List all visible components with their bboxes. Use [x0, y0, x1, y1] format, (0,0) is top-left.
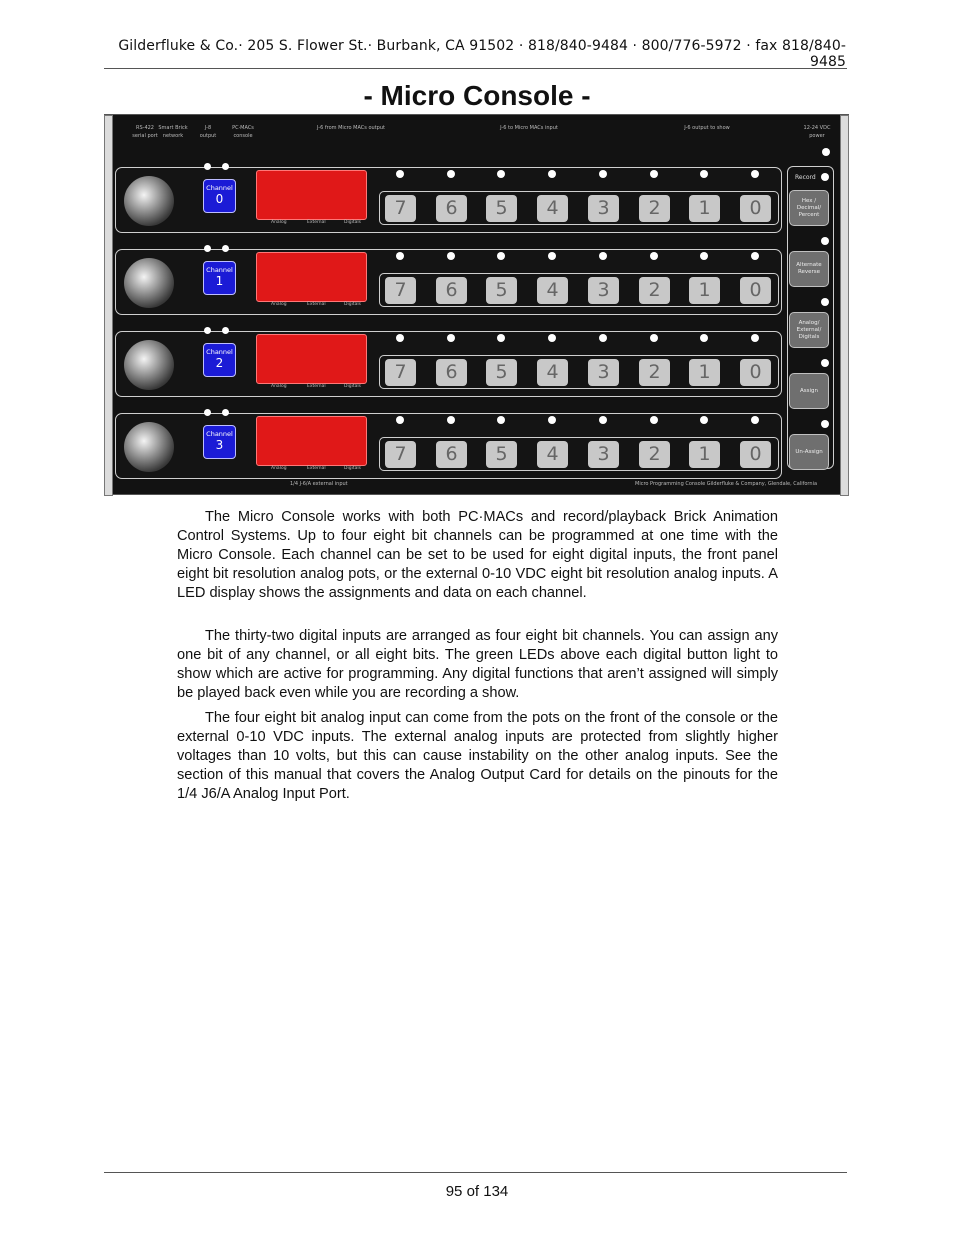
analog-pot-knob[interactable]: [124, 422, 174, 472]
digital-bit-group: [379, 437, 779, 471]
bit-button[interactable]: 5: [486, 441, 517, 468]
digital-bit-group: [379, 191, 779, 225]
bit-led: [497, 170, 505, 178]
display-mode-label: External: [307, 384, 326, 389]
bit-button[interactable]: 7: [385, 441, 416, 468]
console-maker-label: Micro Programming Console Gilderfluke & Company, Glendale, California: [635, 481, 818, 487]
record-label: Record: [795, 174, 816, 181]
bit-led: [497, 252, 505, 260]
channel-button[interactable]: [203, 261, 236, 295]
bit-led: [599, 252, 607, 260]
bit-button[interactable]: 0: [740, 195, 771, 222]
port-label: PC·MACs console: [232, 125, 254, 139]
bit-led: [700, 170, 708, 178]
power-led: [822, 148, 830, 156]
port-label: J-6 output to show: [684, 125, 730, 131]
channel-row: [115, 249, 782, 315]
bit-led: [447, 334, 455, 342]
bit-led: [599, 334, 607, 342]
bit-led: [650, 252, 658, 260]
channel-number: 2: [215, 356, 224, 370]
bit-led: [751, 416, 759, 424]
bit-button[interactable]: 3: [588, 359, 619, 386]
port-label: J-6 to Micro MACs input: [500, 125, 558, 131]
function-button[interactable]: Assign: [789, 373, 829, 409]
bit-button[interactable]: 2: [639, 277, 670, 304]
bit-led: [650, 170, 658, 178]
channel-button[interactable]: [203, 425, 236, 459]
channel-number: 3: [215, 438, 224, 452]
bit-led: [396, 252, 404, 260]
channel-button-label: Channel: [206, 348, 233, 356]
channel-row: [115, 331, 782, 397]
bit-button[interactable]: 7: [385, 195, 416, 222]
bit-button[interactable]: 3: [588, 441, 619, 468]
bit-button[interactable]: 2: [639, 441, 670, 468]
bit-button[interactable]: 6: [436, 277, 467, 304]
bit-led: [548, 416, 556, 424]
bit-led: [650, 416, 658, 424]
bit-button[interactable]: 1: [689, 195, 720, 222]
bit-led: [447, 416, 455, 424]
bit-button[interactable]: 0: [740, 441, 771, 468]
paragraph-1: The Micro Console works with both PC·MACs and record/playback Brick Animation Control Systems. Up to four eight bit channels can be programmed at one time with the Micro Console. Each channel can be set to be used for eight digital inputs, the front panel eight bit resolution analog pots, or the external 0-10 VDC eight bit resolution analog inputs. A LED display shows the assignments and data on each channel.: [177, 509, 778, 601]
display-labels: [271, 220, 371, 228]
bit-button[interactable]: 4: [537, 195, 568, 222]
display-mode-label: External: [307, 220, 326, 225]
channel-led: [204, 327, 211, 334]
channel-number: 0: [215, 192, 224, 206]
bit-led: [751, 252, 759, 260]
paragraph-2: The thirty-two digital inputs are arranged as four eight bit channels. You can assign any one bit of any channel, or all eight bits. The green LEDs above each digital button light to show which are active for programming. Any digital functions that aren’t assigned will simply be played back even while you are recording a show.: [177, 628, 778, 701]
paragraph-3: The four eight bit analog input can come from the pots on the front of the console or the external 0-10 VDC inputs. The external analog inputs are protected from slightly higher voltages than 10 volts, but this can cause instability on the other analog inputs. See the section of this manual that covers the Analog Output Card for details on the pinouts for the 1/4 J6/A Analog Input Port.: [177, 710, 778, 802]
bit-led: [548, 252, 556, 260]
bit-led: [700, 334, 708, 342]
bit-button[interactable]: 5: [486, 195, 517, 222]
page-title: - Micro Console -: [363, 80, 591, 111]
bit-led: [751, 334, 759, 342]
bit-led: [396, 170, 404, 178]
bit-button[interactable]: 4: [537, 359, 568, 386]
port-label: 12-24 VDC power: [803, 125, 831, 139]
page-number: 95 of 134: [445, 1183, 509, 1200]
bit-led: [447, 170, 455, 178]
function-button[interactable]: Hex / Decimal/ Percent: [789, 190, 829, 226]
rack-ear-left: [104, 115, 113, 496]
led-display: [256, 416, 367, 466]
function-led: [821, 359, 829, 367]
display-mode-label: Digitals: [344, 302, 361, 307]
display-labels: [271, 384, 371, 392]
channel-led: [204, 245, 211, 252]
bit-button[interactable]: 6: [436, 359, 467, 386]
bit-button[interactable]: 5: [486, 359, 517, 386]
bit-led: [396, 334, 404, 342]
port-label: J-6 from Micro MACs output: [317, 125, 385, 131]
bit-button[interactable]: 3: [588, 195, 619, 222]
digital-bit-group: [379, 355, 779, 389]
bit-button[interactable]: 2: [639, 359, 670, 386]
channel-button-label: Channel: [206, 184, 233, 192]
bit-led: [548, 170, 556, 178]
function-button[interactable]: Un-Assign: [789, 434, 829, 470]
display-mode-label: Digitals: [344, 384, 361, 389]
display-labels: [271, 302, 371, 310]
channel-led: [222, 327, 229, 334]
function-button[interactable]: Analog/ External/ Digitals: [789, 312, 829, 348]
port-label: RS-422 serial port: [132, 125, 158, 139]
display-mode-label: External: [307, 302, 326, 307]
bit-led: [650, 334, 658, 342]
function-led: [821, 420, 829, 428]
channel-number: 1: [215, 274, 224, 288]
channel-button[interactable]: [203, 179, 236, 213]
channel-row: [115, 413, 782, 479]
display-mode-label: Analog: [271, 384, 287, 389]
bit-button[interactable]: 0: [740, 359, 771, 386]
bit-led: [700, 416, 708, 424]
bit-led: [497, 334, 505, 342]
function-button[interactable]: Alternate Reverse: [789, 251, 829, 287]
channel-led: [222, 163, 229, 170]
led-display: [256, 170, 367, 220]
bit-button[interactable]: 4: [537, 277, 568, 304]
display-mode-label: Analog: [271, 220, 287, 225]
port-labels: [105, 124, 850, 148]
display-mode-label: Digitals: [344, 466, 361, 471]
analog-pot-knob[interactable]: [124, 340, 174, 390]
record-led: [821, 173, 829, 181]
page-header: Gilderfluke & Co.· 205 S. Flower St.· Burbank, CA 91502 · 818/840-9484 · 800/776-5972 · fax 818/840-9485: [118, 38, 846, 70]
port-label: Smart Brick network: [158, 125, 188, 139]
external-input-label: 1/4 J-6/A external input: [290, 481, 348, 487]
bit-button[interactable]: 3: [588, 277, 619, 304]
display-labels: [271, 466, 371, 474]
bit-button[interactable]: 1: [689, 277, 720, 304]
bit-button[interactable]: 2: [639, 195, 670, 222]
bit-led: [599, 416, 607, 424]
bit-button[interactable]: 7: [385, 277, 416, 304]
bit-led: [548, 334, 556, 342]
display-mode-label: Analog: [271, 466, 287, 471]
bit-led: [751, 170, 759, 178]
channel-led: [204, 409, 211, 416]
led-display: [256, 334, 367, 384]
bit-led: [497, 416, 505, 424]
port-label: J-8 output: [199, 125, 217, 139]
channel-button[interactable]: [203, 343, 236, 377]
channel-button-label: Channel: [206, 266, 233, 274]
channel-button-label: Channel: [206, 430, 233, 438]
analog-pot-knob[interactable]: [124, 176, 174, 226]
function-led: [821, 298, 829, 306]
led-display: [256, 252, 367, 302]
display-mode-label: Analog: [271, 302, 287, 307]
bit-led: [447, 252, 455, 260]
bit-button[interactable]: 6: [436, 195, 467, 222]
channel-led: [222, 409, 229, 416]
bit-led: [700, 252, 708, 260]
footer-rule: [104, 1172, 847, 1173]
digital-bit-group: [379, 273, 779, 307]
channel-led: [222, 245, 229, 252]
bit-button[interactable]: 6: [436, 441, 467, 468]
micro-console-figure: [104, 114, 849, 495]
header-rule: [104, 68, 847, 69]
bit-button[interactable]: 1: [689, 359, 720, 386]
function-led: [821, 237, 829, 245]
bit-button[interactable]: 5: [486, 277, 517, 304]
bit-button[interactable]: 1: [689, 441, 720, 468]
channel-led: [204, 163, 211, 170]
bit-button[interactable]: 4: [537, 441, 568, 468]
bit-button[interactable]: 0: [740, 277, 771, 304]
bit-button[interactable]: 7: [385, 359, 416, 386]
bit-led: [599, 170, 607, 178]
analog-pot-knob[interactable]: [124, 258, 174, 308]
channel-row: [115, 167, 782, 233]
rack-ear-right: [840, 115, 849, 496]
bit-led: [396, 416, 404, 424]
display-mode-label: External: [307, 466, 326, 471]
display-mode-label: Digitals: [344, 220, 361, 225]
